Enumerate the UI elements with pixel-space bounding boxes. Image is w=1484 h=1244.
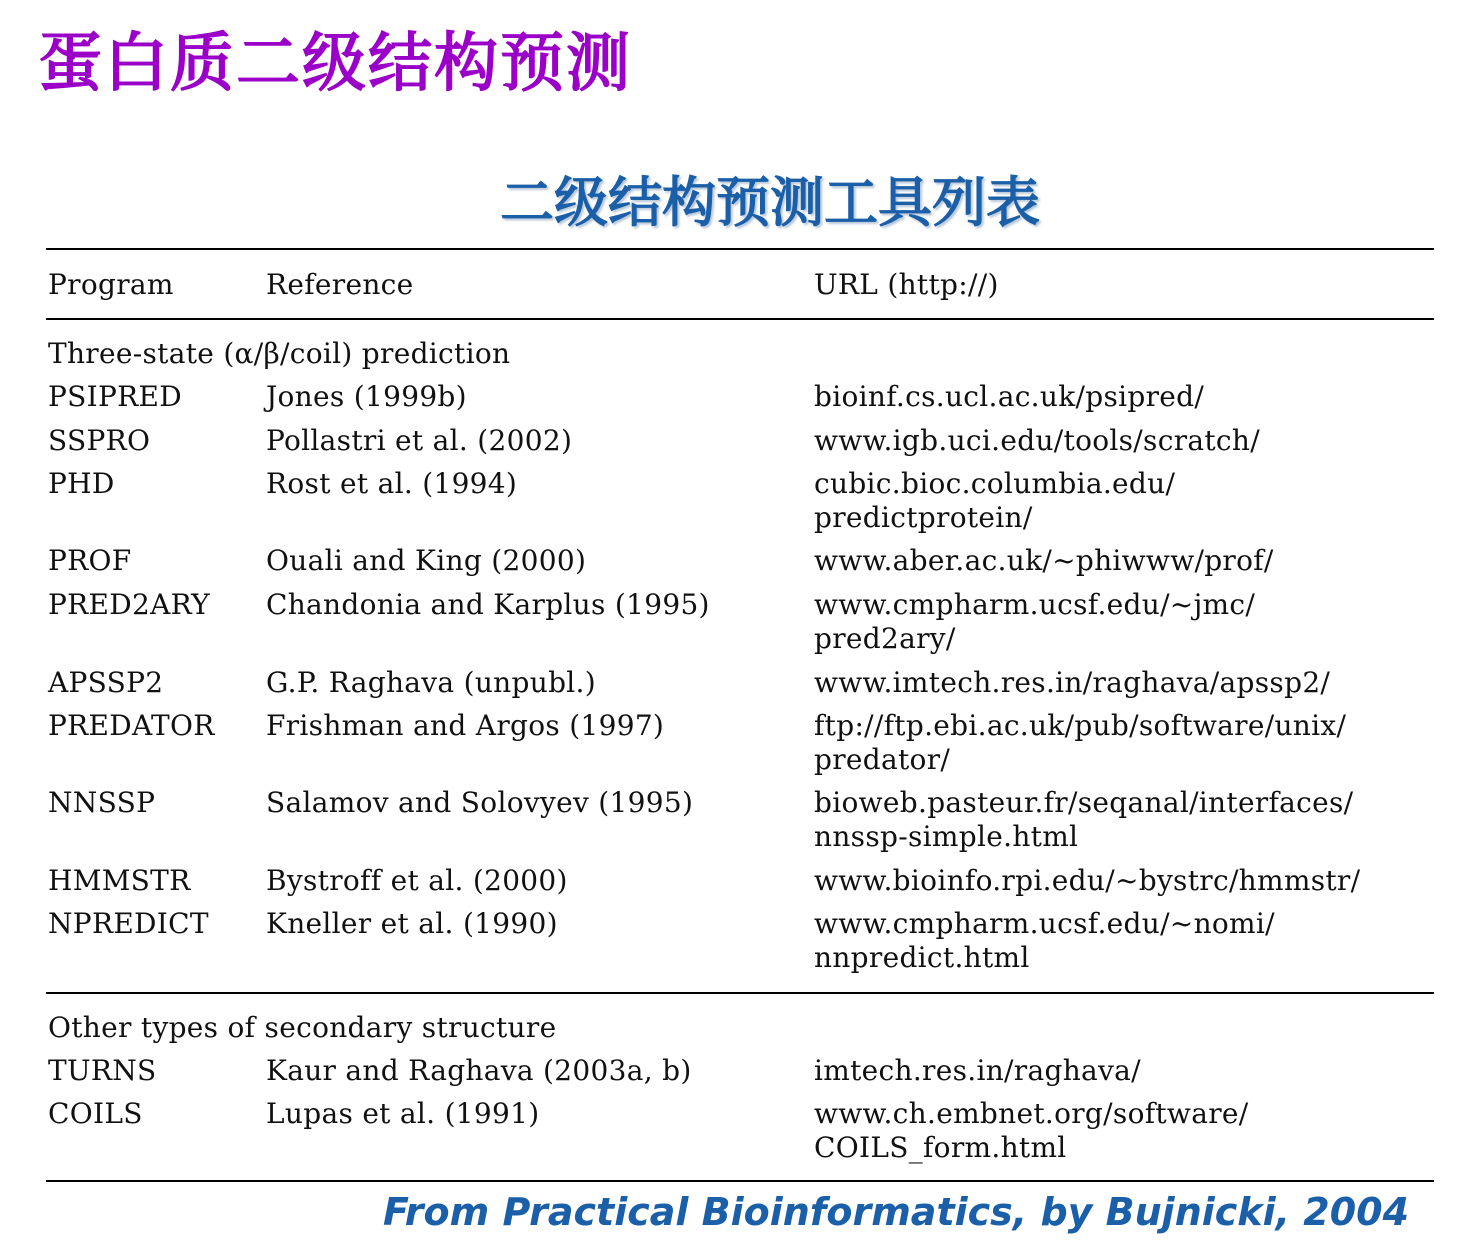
header-reference: Reference bbox=[266, 268, 414, 301]
url-cell-continued: predator/ bbox=[814, 743, 951, 776]
url-cell: bioinf.cs.ucl.ac.uk/psipred/ bbox=[814, 380, 1205, 413]
program-cell: PSIPRED bbox=[48, 380, 182, 413]
reference-cell: Rost et al. (1994) bbox=[266, 467, 518, 500]
slide-title: 蛋白质二级结构预测 bbox=[38, 27, 632, 101]
program-cell: APSSP2 bbox=[48, 666, 164, 699]
table-top-rule bbox=[46, 248, 1434, 250]
reference-cell: Jones (1999b) bbox=[266, 380, 467, 413]
header-program: Program bbox=[48, 268, 174, 301]
url-cell: www.aber.ac.uk/~phiwww/prof/ bbox=[814, 544, 1274, 577]
reference-cell: G.P. Raghava (unpubl.) bbox=[266, 666, 596, 699]
url-cell: imtech.res.in/raghava/ bbox=[814, 1054, 1141, 1087]
program-cell: NNSSP bbox=[48, 786, 156, 819]
table-title: 二级结构预测工具列表 bbox=[500, 171, 1040, 234]
program-cell: PRED2ARY bbox=[48, 588, 210, 621]
program-cell: PREDATOR bbox=[48, 709, 215, 742]
url-cell: www.cmpharm.ucsf.edu/~jmc/ bbox=[814, 588, 1256, 621]
url-cell: www.igb.uci.edu/tools/scratch/ bbox=[814, 424, 1260, 457]
section-heading-other-types: Other types of secondary structure bbox=[48, 1011, 557, 1044]
program-cell: SSPRO bbox=[48, 424, 151, 457]
reference-cell: Ouali and King (2000) bbox=[266, 544, 587, 577]
url-cell: www.cmpharm.ucsf.edu/~nomi/ bbox=[814, 907, 1275, 940]
reference-cell: Salamov and Solovyev (1995) bbox=[266, 786, 694, 819]
url-cell-continued: pred2ary/ bbox=[814, 622, 956, 655]
url-cell: www.bioinfo.rpi.edu/~bystrc/hmmstr/ bbox=[814, 864, 1361, 897]
header-rule bbox=[46, 318, 1434, 320]
reference-cell: Bystroff et al. (2000) bbox=[266, 864, 568, 897]
program-cell: HMMSTR bbox=[48, 864, 191, 897]
header-url: URL (http://) bbox=[814, 268, 999, 301]
reference-cell: Kaur and Raghava (2003a, b) bbox=[266, 1054, 692, 1087]
url-cell-continued: nnssp-simple.html bbox=[814, 820, 1079, 853]
url-cell: ftp://ftp.ebi.ac.uk/pub/software/unix/ bbox=[814, 709, 1347, 742]
program-cell: PHD bbox=[48, 467, 115, 500]
reference-cell: Frishman and Argos (1997) bbox=[266, 709, 665, 742]
url-cell: cubic.bioc.columbia.edu/ bbox=[814, 467, 1176, 500]
source-citation: From Practical Bioinformatics, by Bujnicki, 2004 bbox=[383, 1190, 1410, 1234]
program-cell: COILS bbox=[48, 1097, 143, 1130]
program-cell: PROF bbox=[48, 544, 132, 577]
url-cell: bioweb.pasteur.fr/seqanal/interfaces/ bbox=[814, 786, 1354, 819]
program-cell: TURNS bbox=[48, 1054, 157, 1087]
program-cell: NPREDICT bbox=[48, 907, 209, 940]
section-heading-three-state: Three-state (α/β/coil) prediction bbox=[48, 337, 511, 370]
reference-cell: Chandonia and Karplus (1995) bbox=[266, 588, 710, 621]
url-cell-continued: COILS_form.html bbox=[814, 1131, 1067, 1164]
url-cell: www.ch.embnet.org/software/ bbox=[814, 1097, 1249, 1130]
url-cell-continued: nnpredict.html bbox=[814, 941, 1030, 974]
reference-cell: Kneller et al. (1990) bbox=[266, 907, 558, 940]
reference-cell: Pollastri et al. (2002) bbox=[266, 424, 573, 457]
section-rule bbox=[46, 992, 1434, 994]
table-bottom-rule bbox=[46, 1180, 1434, 1182]
url-cell: www.imtech.res.in/raghava/apssp2/ bbox=[814, 666, 1331, 699]
reference-cell: Lupas et al. (1991) bbox=[266, 1097, 540, 1130]
url-cell-continued: predictprotein/ bbox=[814, 501, 1033, 534]
